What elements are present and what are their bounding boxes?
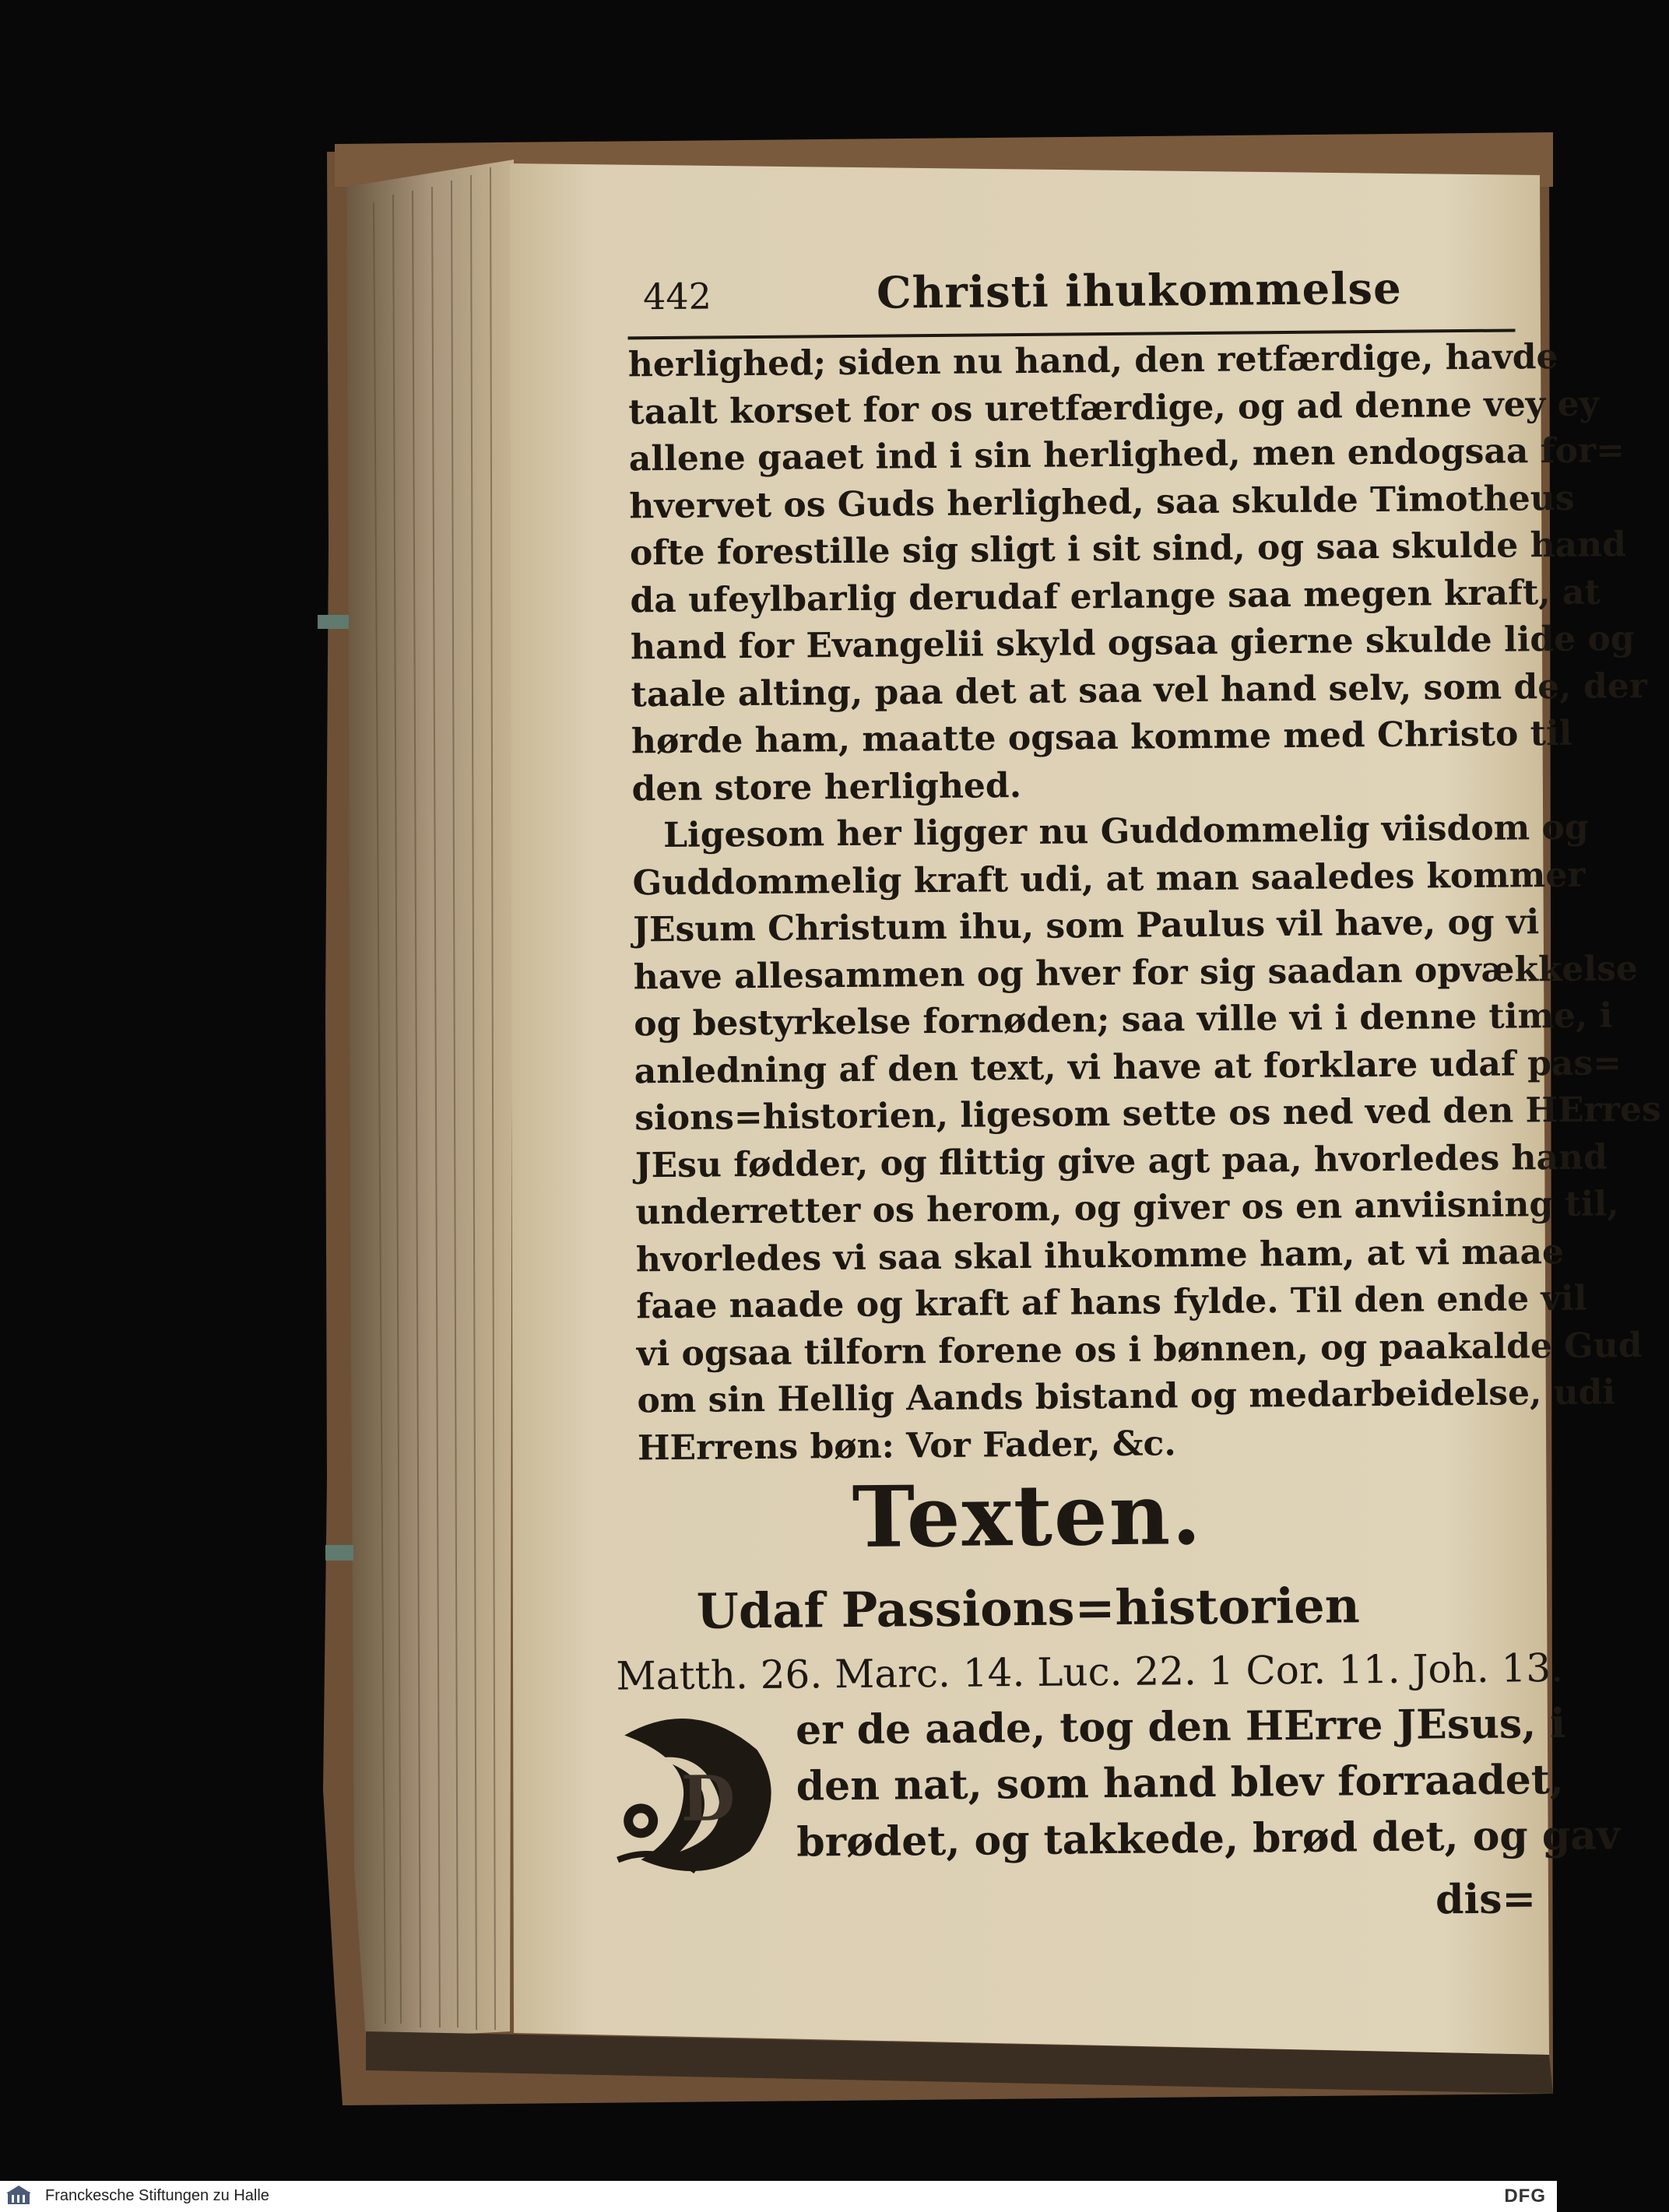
text-line: hvorledes vi saa skal ihukomme ham, at vi maae: [635, 1231, 1565, 1280]
text-line: JEsum Christum ihu, som Paulus vil have, og vi: [632, 902, 1540, 950]
text-line: anledning af den text, vi have at forklare udaf pas=: [634, 1042, 1622, 1091]
text-line: da ufeylbarlig derudaf erlange saa megen kraft, at: [630, 572, 1600, 620]
footer-bar: [0, 2181, 1557, 2212]
text-line: allene gaaet ind i sin herlighed, men endogsaa for=: [628, 430, 1625, 479]
text-line: taalt korset for os uretfærdige, og ad denne vey ey: [628, 384, 1600, 432]
page-number: 442: [642, 275, 712, 318]
text-line: ofte forestille sig sligt i sit sind, og saa skulde hand: [629, 525, 1627, 574]
text-line: hørde ham, maatte ogsaa komme med Christo til: [631, 713, 1572, 762]
page-edges: [346, 160, 514, 2039]
drop-cap-ornament: [609, 1703, 789, 1884]
text-line: herlighed; siden nu hand, den retfærdige, havde: [627, 336, 1558, 385]
clasp-upper: [318, 615, 349, 629]
text-line: underretter os herom, og giver os en anviisning til,: [635, 1184, 1619, 1233]
text-line: Guddommelig kraft udi, at man saaledes kommer: [632, 855, 1586, 903]
scripture-references: Matth. 26. Marc. 14. Luc. 22. 1 Cor. 11. Joh. 13.: [616, 1645, 1564, 1699]
drop-cap-letter: D: [680, 1761, 736, 1835]
gospel-text: [795, 1696, 1621, 1870]
text-line: vi ogsaa tilforn forene os i bønnen, og paakalde Gud: [636, 1325, 1643, 1374]
text-line: sions=historien, ligesom sette os ned ved den HErres: [634, 1089, 1661, 1139]
running-title: Christi ihukommelse: [876, 262, 1402, 319]
text-heading: Texten.: [852, 1466, 1203, 1567]
text-line: taale alting, paa det at saa vel hand selv, som de, der: [631, 665, 1648, 715]
text-line: hand for Evangelii skyld ogsaa gierne skulde lide og: [630, 619, 1635, 668]
text-line: er de aade, tog den HErre JEsus, i: [795, 1699, 1566, 1754]
text-line: den nat, som hand blev forraadet,: [796, 1755, 1565, 1810]
text-line: JEsu fødder, og flittig give agt paa, hvorledes hand: [634, 1136, 1608, 1185]
text-line: faae naade og kraft af hans fylde. Til den ende vil: [636, 1278, 1587, 1327]
text-line: og bestyrkelse fornøden; saa ville vi i denne time, i: [634, 995, 1613, 1045]
text-line: Ligesom her ligger nu Guddommelig viisdom og: [662, 807, 1589, 856]
text-line: om sin Hellig Aands bistand og medarbeidelse, udi: [637, 1372, 1616, 1421]
institution-logo-icon: [5, 2184, 33, 2209]
text-line: have allesammen og hver for sig saadan opvækkelse: [633, 948, 1639, 997]
printed-page: [502, 151, 1661, 2031]
text-line: HErrens bøn: Vor Fader, &c.: [637, 1423, 1176, 1468]
text-line: den store herlighed.: [631, 765, 1022, 809]
text-line: brødet, og takkede, brød det, og gav: [796, 1811, 1621, 1866]
text-line: hvervet os Guds herlighed, saa skulde Timotheus: [629, 478, 1575, 526]
body-text: [627, 334, 1661, 1472]
catchword: dis=: [1435, 1875, 1537, 1924]
institution-name: Franckesche Stiftungen zu Halle: [45, 2187, 269, 2204]
funder-logo: DFG: [1504, 2186, 1546, 2207]
clasp-lower: [325, 1545, 353, 1561]
text-subheading: Udaf Passions=historien: [696, 1577, 1361, 1640]
